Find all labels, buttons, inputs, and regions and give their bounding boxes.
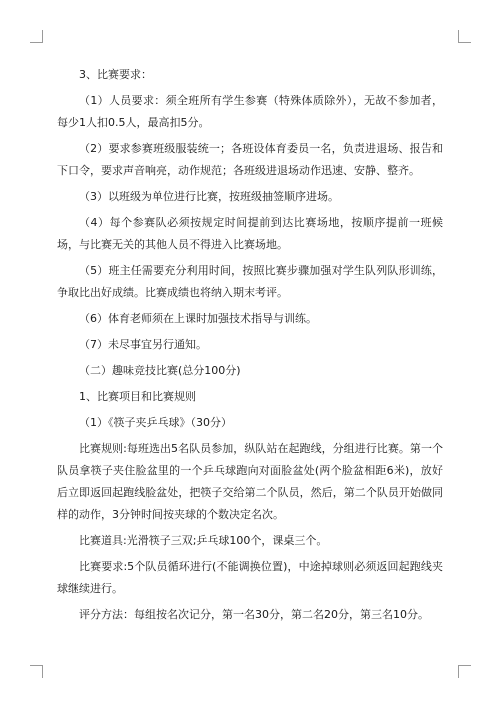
crop-mark-top-right [458,30,471,43]
section-heading-fun-competition: （二）趣味竞技比赛(总分100分) [79,364,241,377]
crop-mark-top-left [30,30,43,43]
crop-mark-bottom-left [30,665,43,678]
paragraph-pe-teacher: （6）体育老师须在上课时加强技术指导与训练。 [79,312,317,325]
paragraph-arrival-time: （4）每个参赛队必须按规定时间提前到达比赛场地，按顺序提前一班候场，与比赛无关的其他人员不得进入比赛场地。 [57,216,443,251]
document-body [57,64,443,626]
crop-mark-bottom-right [458,665,471,678]
paragraph-other-matters: （7）未尽事宜另行通知。 [79,338,207,351]
paragraph-personnel-requirement: （1）人员要求：须全班所有学生参赛（特殊体质除外），无故不参加者，每少1人扣0.5人，最高扣5分。 [57,94,443,129]
paragraph-competition-rules: 比赛规则:每班选出5名队员参加，纵队站在起跑线，分组进行比赛。第一个队员拿筷子夹住脸盆里的一个乒乓球跑向对面脸盆处(两个脸盆相距6米)，放好后立即返回起跑线脸盆处，把筷子交给第二个队员，然后，第二个队员开始做同样的动作，3分钟时间按夹球的个数决定名次。 [57,442,443,521]
paragraph-class-unit: （3）以班级为单位进行比赛，按班级抽签顺序进场。 [79,190,339,203]
paragraph-scoring-method: 评分方法：每组按名次记分，第一名30分，第二名20分，第三名10分。 [79,608,429,621]
event-title-chopsticks: （1）《筷子夹乒乓球》（30分） [79,416,232,429]
paragraph-props: 比赛道具:光滑筷子三双;乒乓球100个，课桌三个。 [79,534,328,547]
section-heading-requirements: 3、比赛要求： [79,68,152,81]
paragraph-uniform-requirement: （2）要求参赛班级服装统一；各班设体育委员一名，负责进退场、报告和下口令，要求声音响亮，动作规范；各班级进退场动作迅速、安静、整齐。 [57,142,443,177]
paragraph-event-requirements: 比赛要求:5个队员循环进行(不能调换位置)，中途掉球则必须返回起跑线夹球继续进行。 [57,560,443,595]
subheading-events-and-rules: 1、比赛项目和比赛规则 [79,390,196,403]
paragraph-head-teacher: （5）班主任需要充分利用时间，按照比赛步骤加强对学生队列队形训练，争取比出好成绩。比赛成绩也将纳入期末考评。 [57,264,443,299]
